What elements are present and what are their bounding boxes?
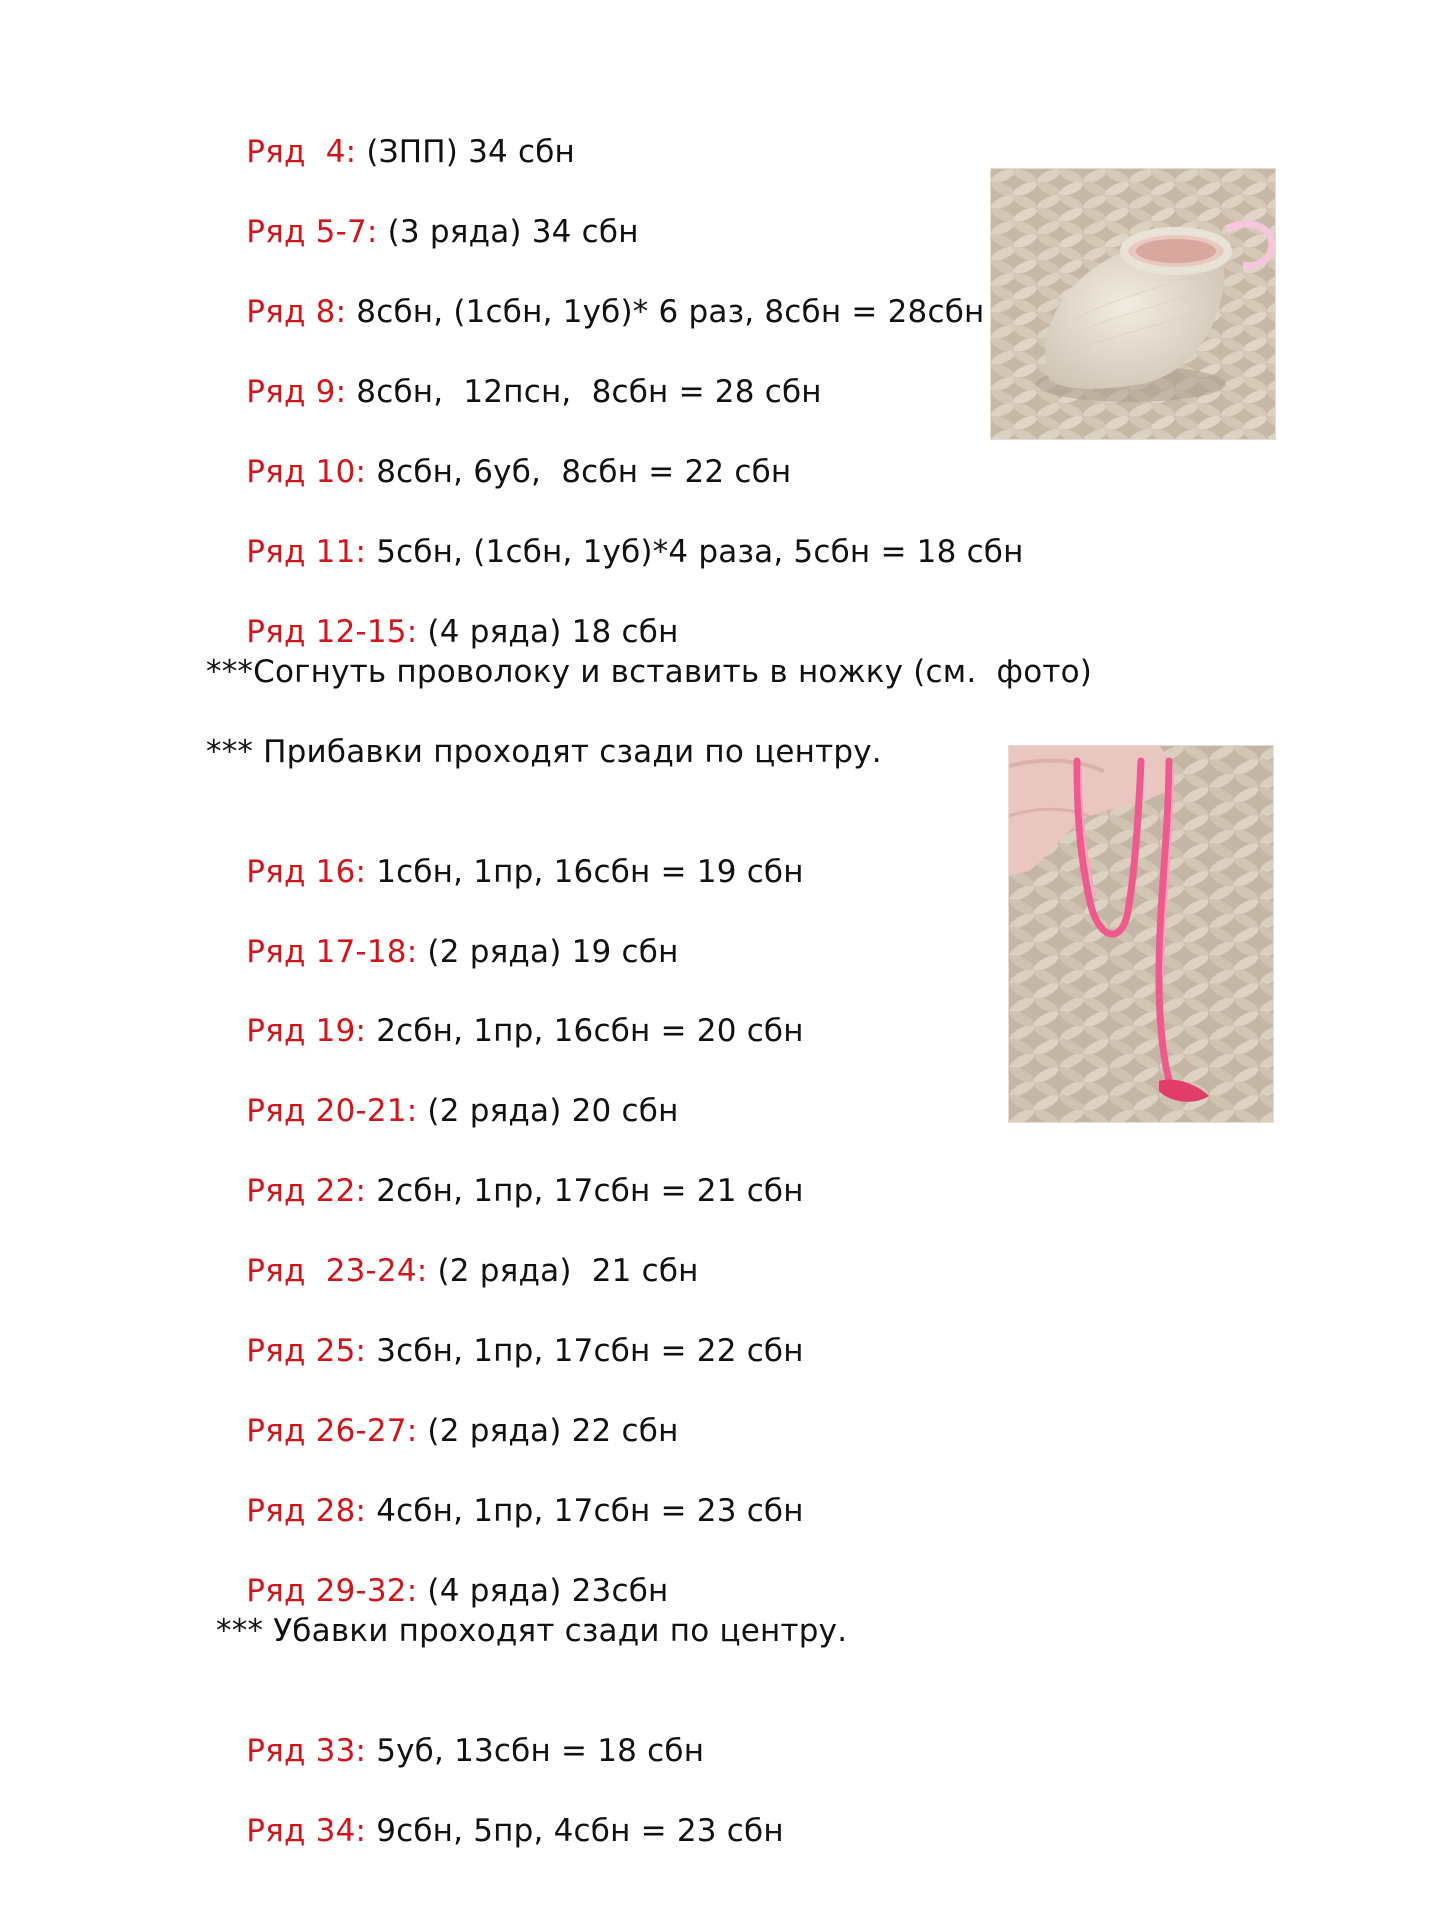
row-text: 9сбн, 5пр, 4сбн = 23 сбн [366, 1813, 784, 1849]
row-text: (4 ряда) 18 сбн [417, 614, 679, 650]
row-label: Ряд 23-24: [246, 1253, 428, 1289]
row-label: Ряд 10: [246, 454, 367, 490]
row-label: Ряд 16: [246, 854, 367, 890]
row-label: Ряд 19: [246, 1013, 367, 1049]
row-text: 5сбн, (1сбн, 1уб)*4 раза, 5сбн = 18 сбн [366, 534, 1024, 570]
row-label: Ряд 29-32: [246, 1573, 418, 1609]
row-label: Ряд 8: [246, 294, 347, 330]
row-text: 4сбн, 1пр, 17сбн = 23 сбн [366, 1493, 804, 1529]
row-label: Ряд 34: [246, 1813, 367, 1849]
row-text: (ЗПП) 34 сбн [356, 134, 576, 170]
row-label: Ряд 11: [246, 534, 367, 570]
pattern-row [206, 1771, 784, 1891]
row-text: (2 ряда) 19 сбн [417, 934, 679, 970]
bent-wire-image [1009, 746, 1273, 1122]
row-text: (2 ряда) 22 сбн [417, 1413, 679, 1449]
row-text: (2 ряда) 20 сбн [417, 1093, 679, 1129]
pattern-note: *** Убавки проходят сзади по центру. [206, 1613, 848, 1649]
row-text: 5уб, 13сбн = 18 сбн [366, 1733, 705, 1769]
pattern-note: *** Прибавки проходят сзади по центру. [206, 734, 882, 770]
row-label: Ряд 17-18: [246, 934, 418, 970]
row-text: (4 ряда) 23сбн [417, 1573, 669, 1609]
row-label: Ряд 22: [246, 1173, 367, 1209]
crochet-foot-image [991, 169, 1275, 439]
row-text: 3сбн, 1пр, 17сбн = 22 сбн [366, 1333, 804, 1369]
row-label: Ряд 28: [246, 1493, 367, 1529]
pattern-note: ***Согнуть проволоку и вставить в ножку (см. фото) [206, 654, 1093, 690]
bent-wire-photo [1008, 745, 1274, 1123]
row-label: Ряд 4: [246, 134, 357, 170]
row-label: Ряд 25: [246, 1333, 367, 1369]
row-label: Ряд 33: [246, 1733, 367, 1769]
row-label: Ряд 12-15: [246, 614, 418, 650]
row-text: 8сбн, (1сбн, 1уб)* 6 раз, 8сбн = 28сбн [346, 294, 985, 330]
row-text: 2сбн, 1пр, 17сбн = 21 сбн [366, 1173, 804, 1209]
row-label: Ряд 9: [246, 374, 347, 410]
row-text: 8сбн, 6уб, 8сбн = 22 сбн [366, 454, 792, 490]
row-text: (3 ряда) 34 сбн [377, 214, 639, 250]
row-text: 8сбн, 12псн, 8сбн = 28 сбн [346, 374, 822, 410]
row-text: 1сбн, 1пр, 16сбн = 19 сбн [366, 854, 804, 890]
row-label: Ряд 5-7: [246, 214, 378, 250]
row-label: Ряд 26-27: [246, 1413, 418, 1449]
row-label: Ряд 20-21: [246, 1093, 418, 1129]
crochet-foot-photo [990, 168, 1276, 440]
row-text: 2сбн, 1пр, 16сбн = 20 сбн [366, 1013, 804, 1049]
row-text: (2 ряда) 21 сбн [427, 1253, 699, 1289]
